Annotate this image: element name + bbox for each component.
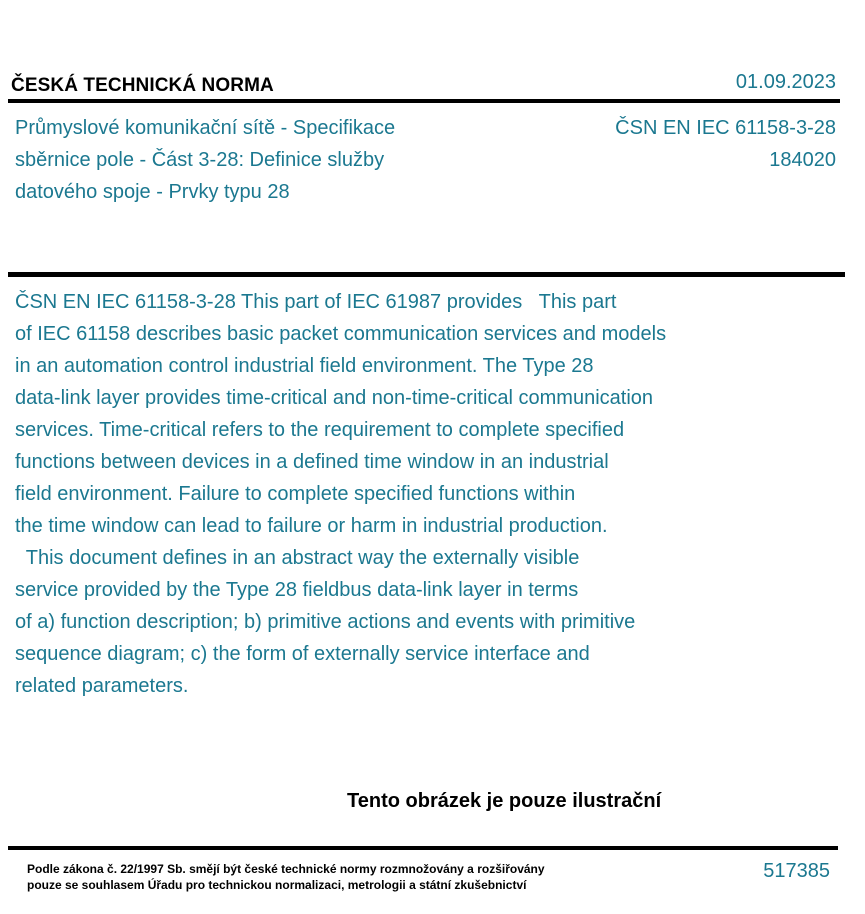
abstract-line: in an automation control industrial field environment. The Type 28 — [15, 355, 594, 377]
standard-designation: ČSN EN IEC 61158-3-28 — [615, 117, 836, 139]
abstract-line: services. Time-critical refers to the requirement to complete specified — [15, 419, 625, 441]
abstract-line: the time window can lead to failure or harm in industrial production. — [15, 515, 608, 537]
legal-notice-line: Podle zákona č. 22/1997 Sb. smějí být české technické normy rozmnožovány a rozšiřovány — [27, 862, 545, 876]
legal-notice — [27, 862, 545, 893]
abstract-line: service provided by the Type 28 fieldbus data-link layer in terms — [15, 579, 579, 601]
standard-identifiers — [615, 112, 836, 176]
title-divider — [8, 272, 845, 277]
classification-code: 184020 — [769, 149, 836, 171]
publication-date: 01.09.2023 — [735, 71, 836, 93]
abstract-line: sequence diagram; c) the form of externally service interface and — [15, 643, 590, 665]
abstract-line: related parameters. — [15, 675, 189, 697]
legal-notice-line: pouze se souhlasem Úřadu pro technickou normalizaci, metrologii a státní zkušebnictví — [27, 877, 527, 892]
abstract-line: field environment. Failure to complete specified functions within — [15, 483, 576, 505]
header-divider — [8, 99, 840, 103]
abstract-line: This document defines in an abstract way the externally visible — [15, 547, 580, 569]
abstract-line: ČSN EN IEC 61158-3-28 This part of IEC 61987 provides This part — [15, 291, 617, 313]
illustration-disclaimer: Tento obrázek je pouze ilustrační — [347, 790, 662, 812]
title-line: sběrnice pole - Část 3-28: Definice služby — [15, 149, 385, 171]
abstract-line: data-link layer provides time-critical and non-time-critical communication — [15, 387, 654, 409]
document-id: 517385 — [763, 860, 830, 882]
abstract-text — [15, 286, 666, 702]
footer-divider — [8, 846, 838, 850]
title-line: datového spoje - Prvky typu 28 — [15, 181, 290, 203]
document-header-title: ČESKÁ TECHNICKÁ NORMA — [11, 75, 274, 96]
abstract-line: functions between devices in a defined time window in an industrial — [15, 451, 609, 473]
title-line: Průmyslové komunikační sítě - Specifikace — [15, 117, 396, 139]
abstract-line: of a) function description; b) primitive actions and events with primitive — [15, 611, 636, 633]
abstract-line: of IEC 61158 describes basic packet communication services and models — [15, 323, 667, 345]
standard-title — [15, 112, 395, 208]
